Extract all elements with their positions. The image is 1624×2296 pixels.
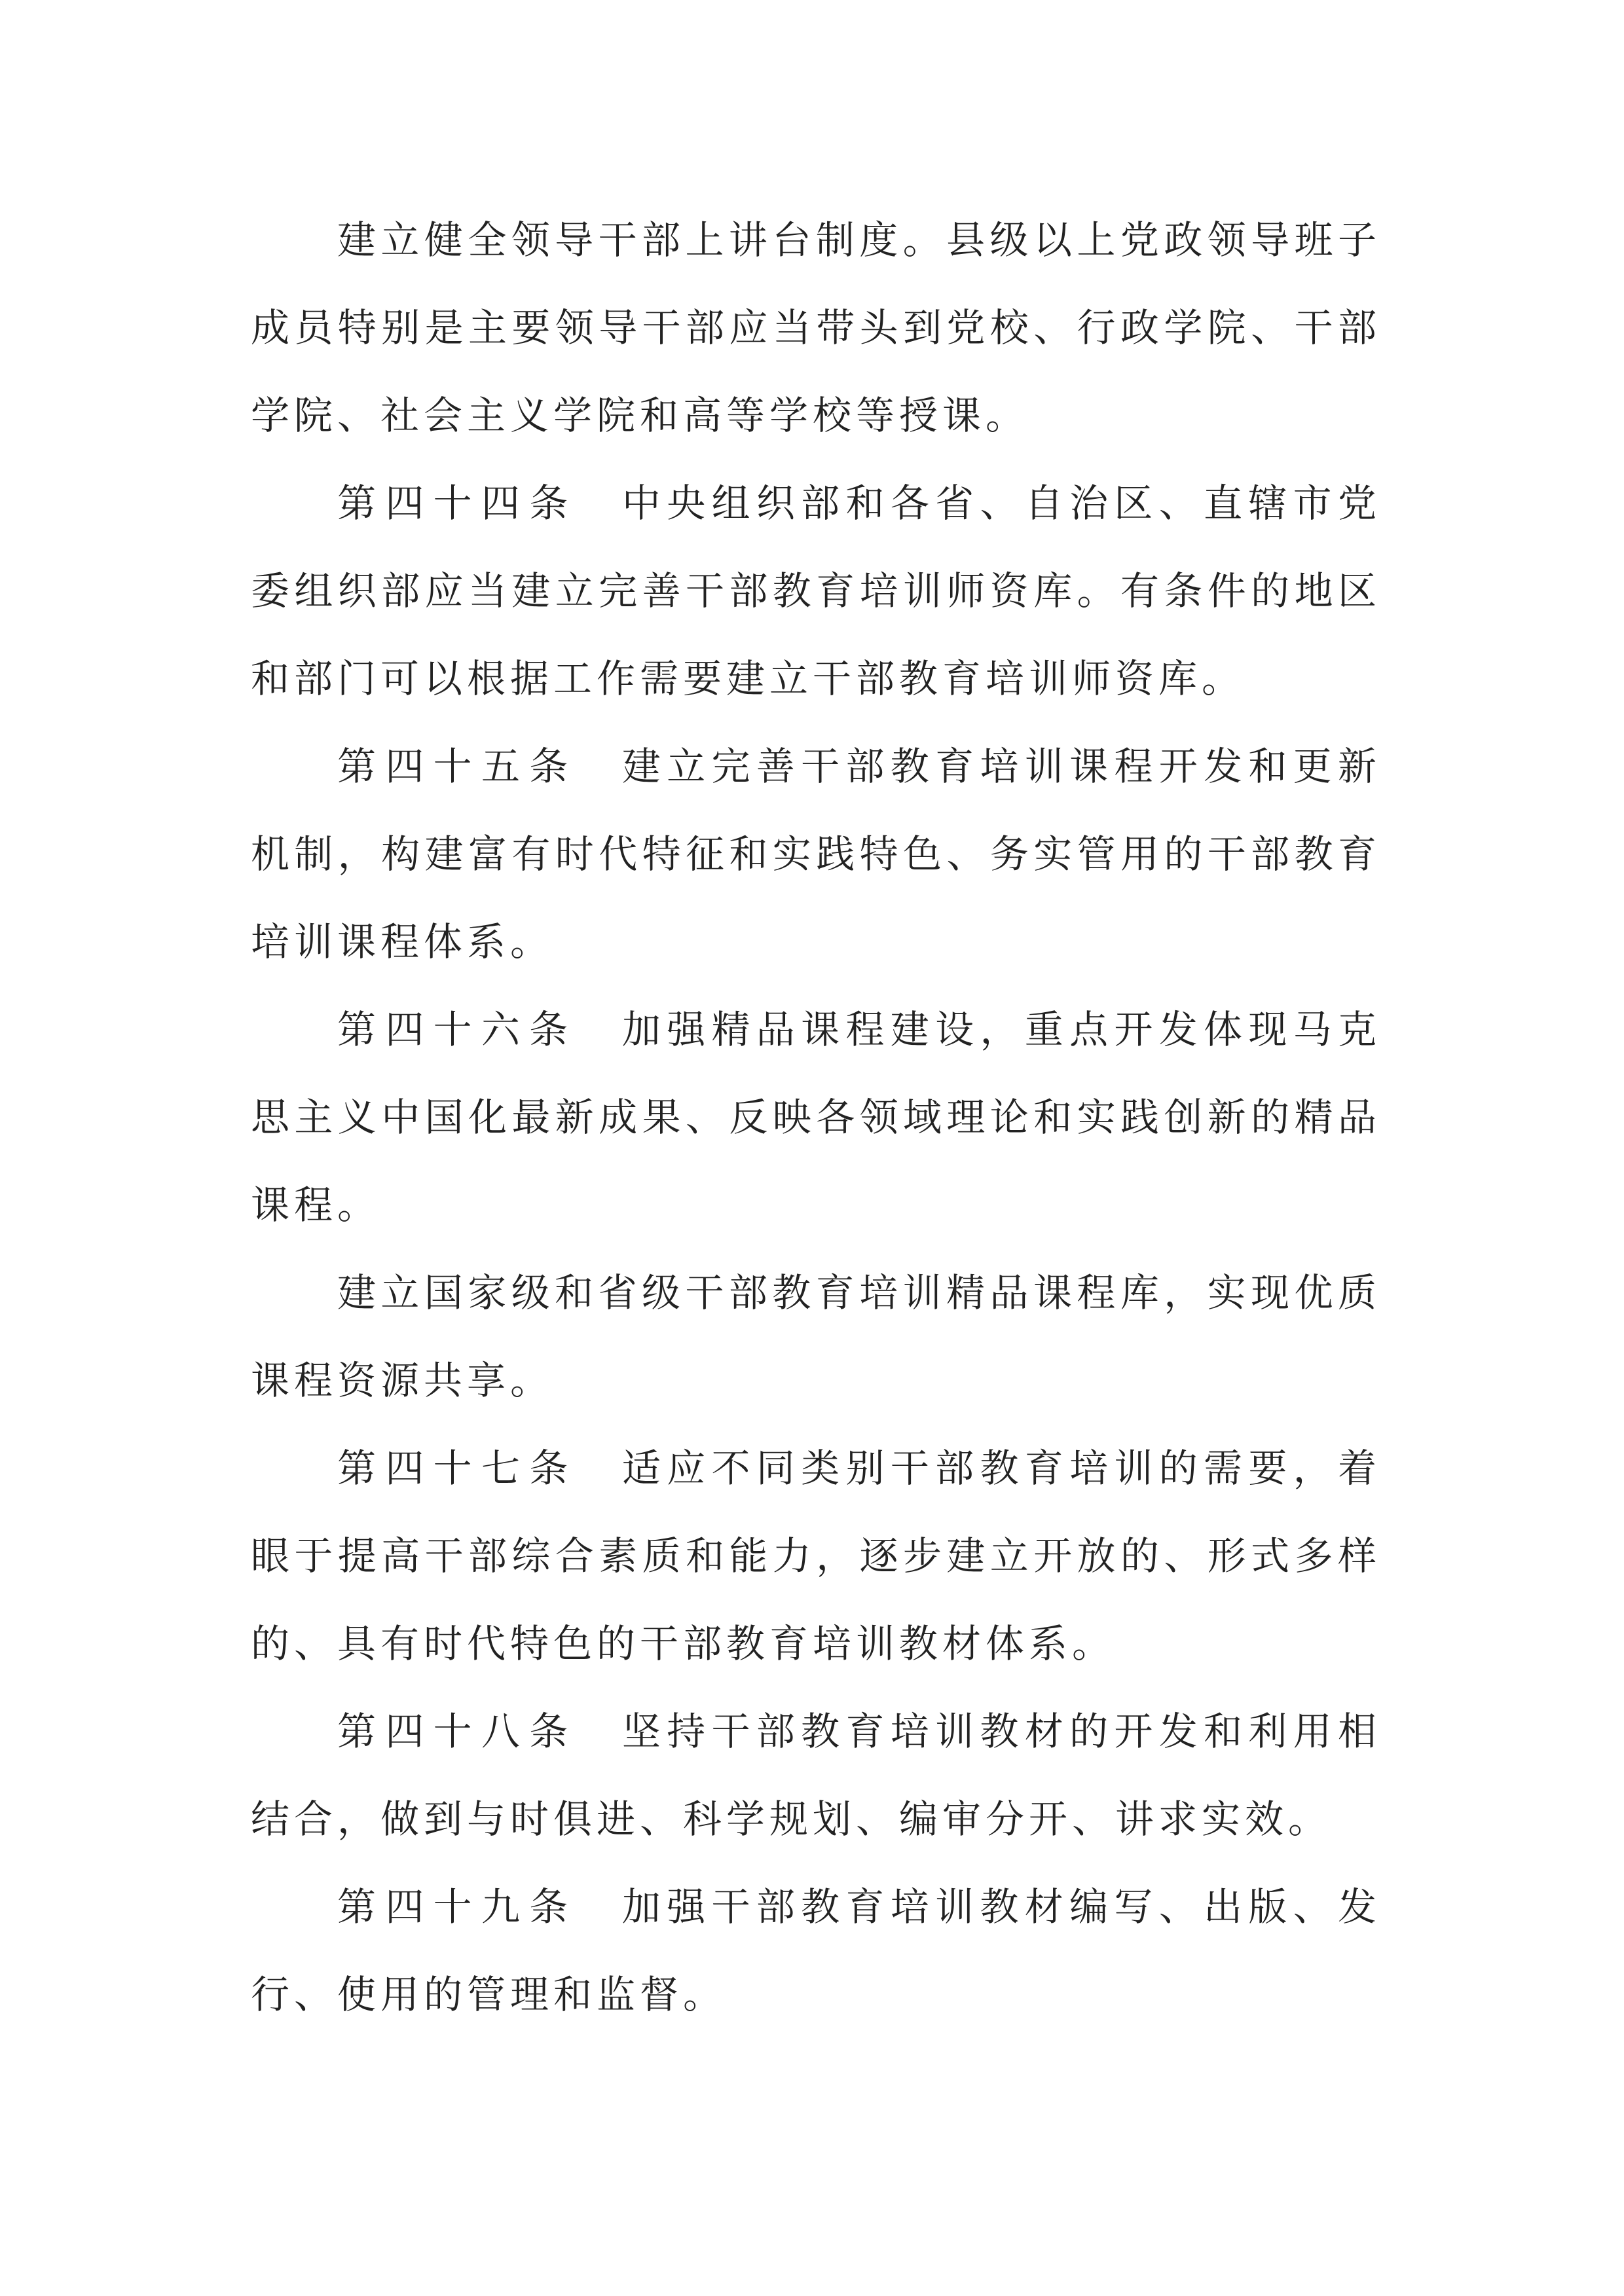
article-45 (251, 723, 1381, 986)
paragraph-5 (251, 1249, 1381, 1425)
paragraph-1 (251, 196, 1381, 460)
article-number: 第四十八条 (337, 1709, 578, 1754)
paragraph-text: 建立国家级和省级干部教育培训精品课程库，实现优质课程资源共享。 (251, 1270, 1381, 1403)
document-body (251, 196, 1381, 2039)
article-49 (251, 1863, 1381, 2039)
paragraph-text: 建立健全领导干部上讲台制度。县级以上党政领导班子成员特别是主要领导干部应当带头到党校、行政学院、干部学院、社会主义学院和高等学校等授课。 (251, 217, 1381, 438)
paragraph-text: 加强精品课程建设，重点开发体现马克思主义中国化最新成果、反映各领域理论和实践创新的精品课程。 (251, 1007, 1381, 1228)
paragraph-text: 建立完善干部教育培训课程开发和更新机制，构建富有时代特征和实践特色、务实管用的干部教育培训课程体系。 (251, 744, 1381, 964)
paragraph-text: 加强干部教育培训教材编写、出版、发行、使用的管理和监督。 (251, 1884, 1381, 2017)
article-46 (251, 986, 1381, 1249)
article-number: 第四十七条 (337, 1446, 578, 1491)
article-number: 第四十九条 (337, 1884, 578, 1929)
paragraph-text: 适应不同类别干部教育培训的需要，着眼于提高干部综合素质和能力，逐步建立开放的、形式多样的、具有时代特色的干部教育培训教材体系。 (251, 1446, 1381, 1666)
article-number: 第四十四条 (337, 481, 578, 526)
article-44 (251, 460, 1381, 723)
article-47 (251, 1425, 1381, 1688)
article-number: 第四十五条 (337, 744, 578, 789)
paragraph-text: 中央组织部和各省、自治区、直辖市党委组织部应当建立完善干部教育培训师资库。有条件的地区和部门可以根据工作需要建立干部教育培训师资库。 (251, 481, 1381, 701)
article-48 (251, 1688, 1381, 1863)
paragraph-text: 坚持干部教育培训教材的开发和利用相结合，做到与时俱进、科学规划、编审分开、讲求实效。 (251, 1709, 1381, 1842)
article-number: 第四十六条 (337, 1007, 578, 1052)
